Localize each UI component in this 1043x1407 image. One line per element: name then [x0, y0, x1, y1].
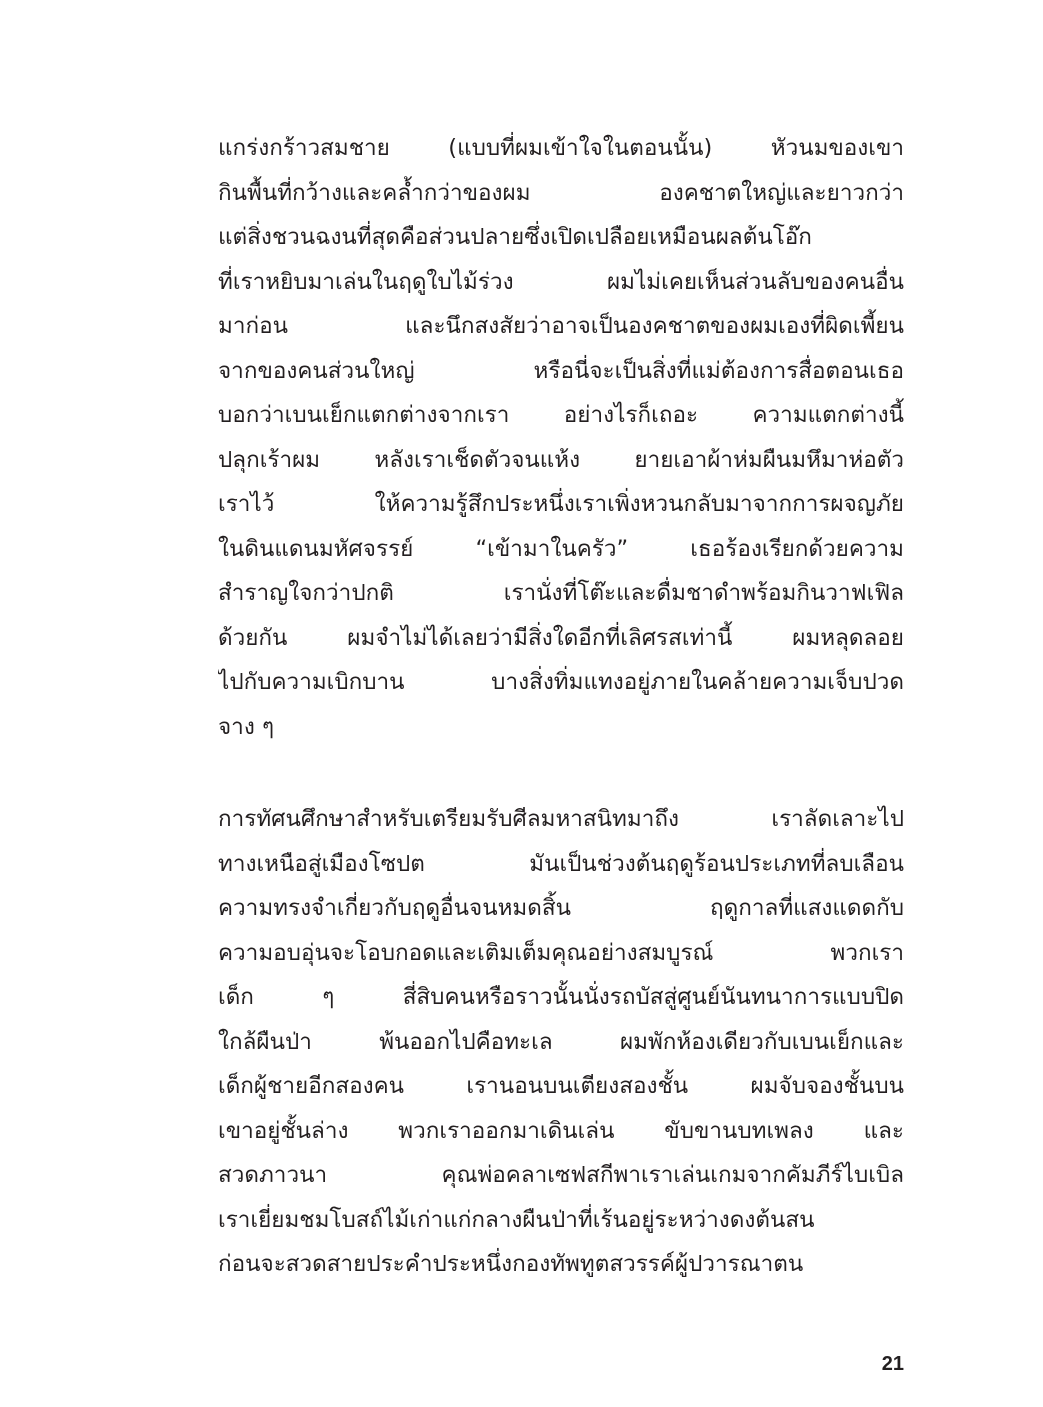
text-line: แต่สิ่งชวนฉงนที่สุดคือส่วนปลายซึ่งเปิดเปลือยเหมือนผลต้นโอ๊ก — [218, 224, 812, 250]
text-line: เราเยี่ยมชมโบสถ์ไม้เก่าแก่กลางผืนป่าที่เร้นอยู่ระหว่างดงต้นสน — [218, 1206, 815, 1233]
text-line: สวดภาวนา คุณพ่อคลาเซฟสกีพาเราเล่นเกมจากคัมภีร์ไบเบิล — [218, 1162, 904, 1188]
text-line: กินพื้นที่กว้างและคล้ำกว่าของผม องคชาตใหญ่และยาวกว่า — [218, 179, 904, 206]
text-line: ความทรงจำเกี่ยวกับฤดูอื่นจนหมดสิ้น ฤดูกาลที่แสงแดดกับ — [218, 895, 904, 921]
text-line: ทางเหนือสู่เมืองโซปต มันเป็นช่วงต้นฤดูร้อนประเภทที่ลบเลือน — [218, 850, 904, 877]
text-line: ด้วยกัน ผมจำไม่ได้เลยว่ามีสิ่งใดอีกที่เลิศรสเท่านี้ ผมหลุดลอย — [218, 624, 904, 651]
paragraph-1 — [218, 126, 904, 749]
text-line: บอกว่าเบนเย็กแตกต่างจากเรา อย่างไรก็เถอะ ความแตกต่างนี้ — [218, 402, 904, 428]
text-line: ในดินแดนมหัศจรรย์ “เข้ามาในครัว” เธอร้องเรียกด้วยความ — [218, 535, 904, 562]
text-line: ปลุกเร้าผม หลังเราเช็ดตัวจนแห้ง ยายเอาผ้าห่มผืนมหึมาห่อตัว — [218, 446, 904, 473]
page-number: 21 — [881, 1353, 904, 1375]
text-line: เราไว้ ให้ความรู้สึกประหนึ่งเราเพิ่งหวนกลับมาจากการผจญภัย — [218, 491, 904, 517]
text-line: จากของคนส่วนใหญ่ หรือนี่จะเป็นสิ่งที่แม่ต้องการสื่อตอนเธอ — [218, 357, 904, 384]
text-line: ใกล้ผืนป่า พ้นออกไปคือทะเล ผมพักห้องเดียวกับเบนเย็กและ — [218, 1028, 904, 1055]
text-line: มาก่อน และนึกสงสัยว่าอาจเป็นองคชาตของผมเองที่ผิดเพี้ยน — [218, 313, 904, 339]
text-line: เขาอยู่ชั้นล่าง พวกเราออกมาเดินเล่น ขับขานบทเพลง และ — [218, 1117, 904, 1144]
text-line: จาง ๆ — [218, 713, 275, 740]
text-line: เด็ก ๆ สี่สิบคนหรือราวนั้นนั่งรถบัสสู่ศูนย์นันทนาการแบบปิด — [218, 984, 904, 1010]
text-line: สำราญใจกว่าปกติ เรานั่งที่โต๊ะและดื่มชาดำพร้อมกินวาฟเฟิล — [218, 580, 904, 606]
text-line: การทัศนศึกษาสำหรับเตรียมรับศีลมหาสนิทมาถึง เราลัดเลาะไป — [218, 806, 904, 832]
text-line: ความอบอุ่นจะโอบกอดและเติมเต็มคุณอย่างสมบูรณ์ พวกเรา — [218, 939, 904, 966]
text-line: ที่เราหยิบมาเล่นในฤดูใบไม้ร่วง ผมไม่เคยเห็นส่วนลับของคนอื่น — [218, 268, 904, 295]
text-line: เด็กผู้ชายอีกสองคน เรานอนบนเตียงสองชั้น ผมจับจองชั้นบน — [218, 1073, 904, 1099]
text-line: แกร่งกร้าวสมชาย (แบบที่ผมเข้าใจในตอนนั้น) หัวนมของเขา — [218, 135, 904, 161]
text-line: ไปกับความเบิกบาน บางสิ่งทิ่มแทงอยู่ภายในคล้ายความเจ็บปวด — [218, 669, 904, 695]
text-line: ก่อนจะสวดสายประคำประหนึ่งกองทัพทูตสวรรค์ผู้ปวารณาตน — [218, 1251, 804, 1277]
paragraph-2 — [218, 797, 904, 1287]
